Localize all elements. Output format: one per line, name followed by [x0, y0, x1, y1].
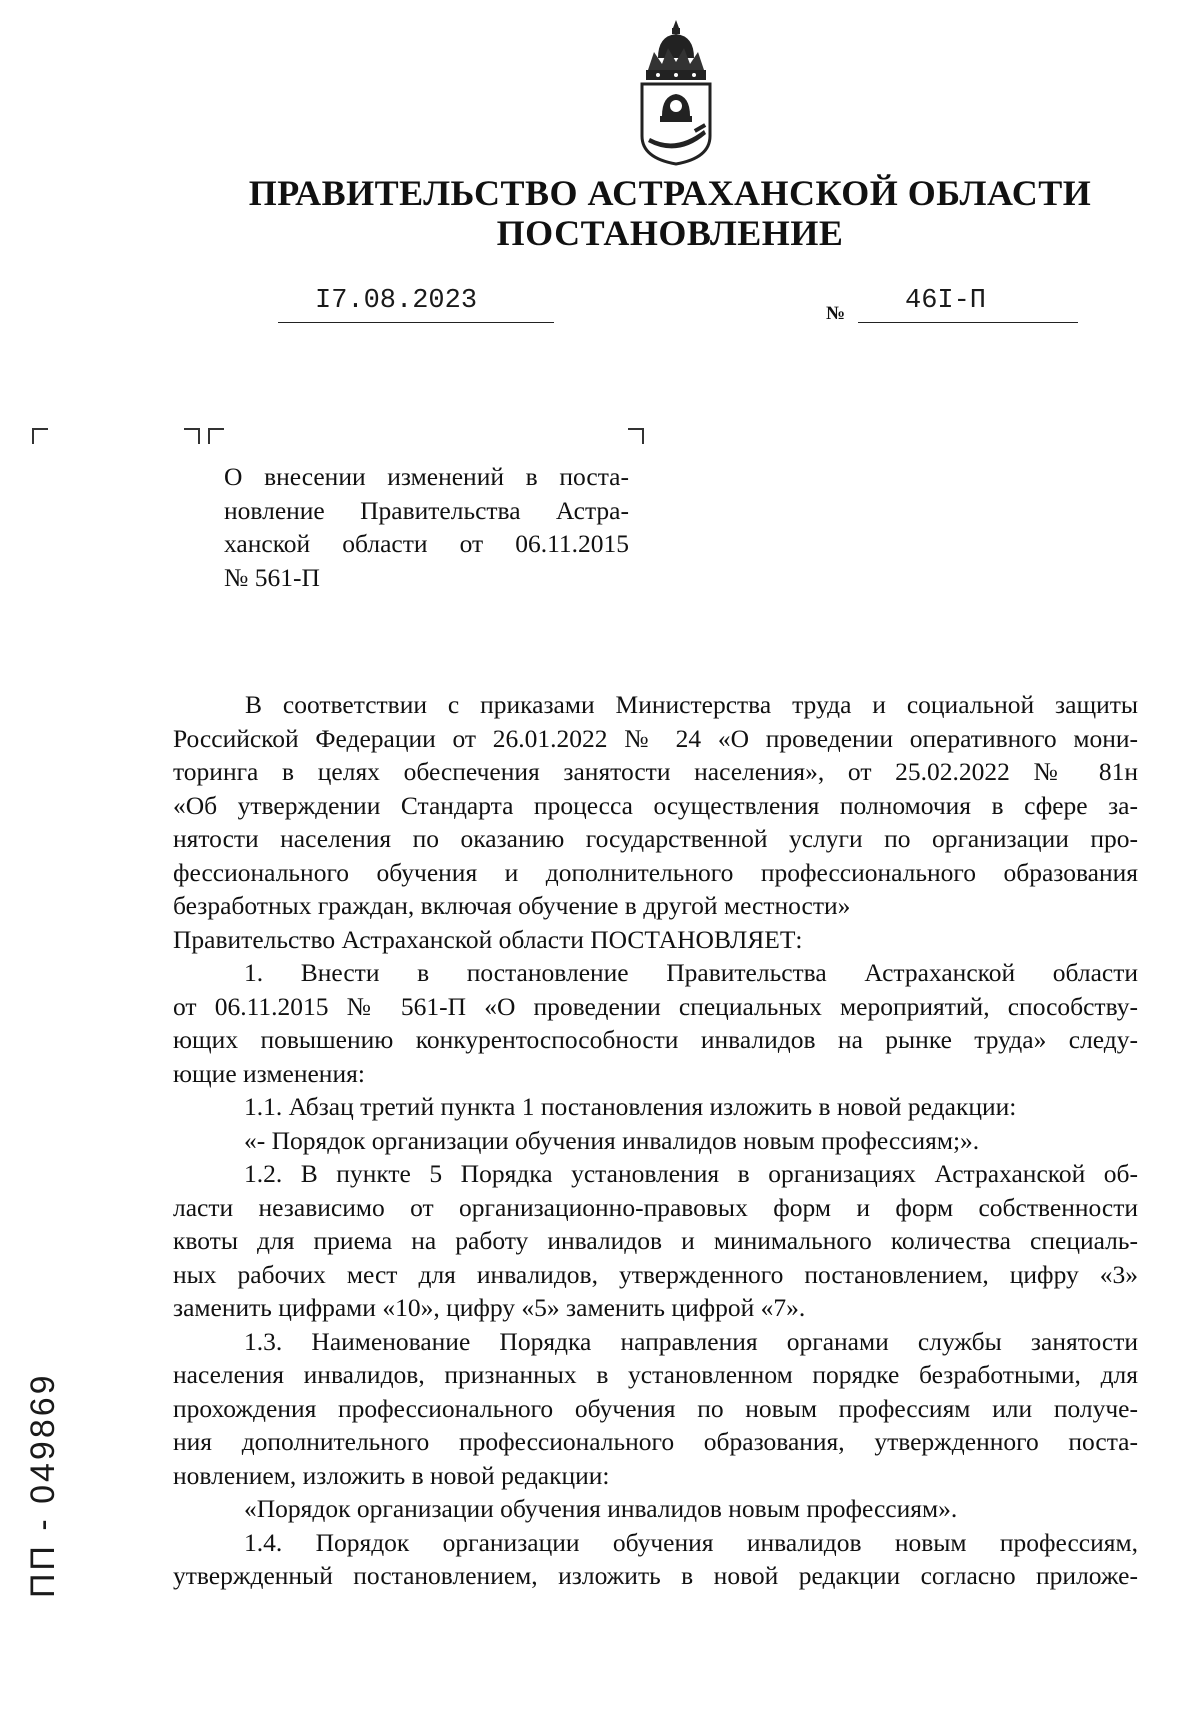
body-line: «Порядок организации обучения инвалидов новым профессиям». [244, 1494, 958, 1523]
body-line: квоты для приема на работу инвалидов и минимального количества специаль- [173, 1226, 1138, 1255]
body-line: «Об утверждении Стандарта процесса осуществления полномочия в сфере за- [173, 790, 1138, 820]
body-line: ющих повышению конкурентоспособности инвалидов на рынке труда» следу- [173, 1025, 1138, 1054]
subject-line: ханской области от 06.11.2015 [224, 529, 629, 558]
body-line: ния дополнительного профессионального образования, утвержденного поста- [173, 1427, 1138, 1456]
body-line: «- Порядок организации обучения инвалидов новым профессиям;». [244, 1125, 980, 1155]
corner-mark-subject-right [628, 428, 644, 444]
body-line: Российской Федерации от 26.01.2022 № 24 «О проведении оперативного мони- [173, 723, 1138, 753]
form-serial-number: ПП - 049869 [24, 1372, 62, 1598]
corner-mark-subject-left-close [184, 428, 200, 444]
body-line: 1.1. Абзац третий пункта 1 постановления изложить в новой редакции: [244, 1092, 1017, 1121]
body-line: новлением, изложить в новой редакции: [173, 1460, 610, 1490]
date-underline [278, 322, 554, 323]
document-body [173, 688, 1138, 1593]
body-line: прохождения профессионального обучения по новым профессиям или получе- [173, 1393, 1138, 1423]
subject-line: № 561-П [224, 562, 320, 592]
document-subject [224, 460, 629, 594]
body-line: ющие изменения: [173, 1058, 365, 1088]
body-line: ных рабочих мест для инвалидов, утвержденного постановлением, цифру «3» [173, 1259, 1138, 1289]
body-line: нятости населения по оказанию государственной услуги по организации про- [173, 824, 1138, 853]
body-line: 1.2. В пункте 5 Порядка установления в организациях Астраханской об- [244, 1159, 1138, 1188]
body-line: ласти независимо от организационно-правовых форм и форм собственности [173, 1192, 1138, 1222]
body-line: заменить цифрами «10», цифру «5» заменить цифрой «7». [173, 1293, 806, 1322]
body-line: 1. Внести в постановление Правительства Астраханской области [244, 958, 1138, 987]
corner-mark-subject-left-open [208, 428, 224, 444]
subject-line: О внесении изменений в поста- [224, 462, 629, 491]
body-line: торинга в целях обеспечения занятости населения», от 25.02.2022 № 81н [173, 757, 1138, 786]
number-sign: № [826, 303, 846, 324]
number-underline [858, 322, 1078, 323]
body-line: безработных граждан, включая обучение в другой местности» [173, 891, 851, 920]
body-line: 1.3. Наименование Порядка направления органами службы занятости [244, 1326, 1138, 1356]
coat-of-arms-icon [628, 18, 724, 166]
header-subtitle: ПОСТАНОВЛЕНИЕ [496, 213, 844, 253]
body-line: 1.4. Порядок организации обучения инвалидов новым профессиям, [244, 1527, 1138, 1557]
body-line: Правительство Астраханской области ПОСТАНОВЛЯЕТ: [173, 924, 803, 954]
body-line: населения инвалидов, признанных в установленном порядке безработными, для [173, 1360, 1138, 1389]
body-line: утвержденный постановлением, изложить в новой редакции согласно приложе- [173, 1561, 1138, 1590]
document-number: 46I-П [905, 286, 987, 316]
header-title: ПРАВИТЕЛЬСТВО АСТРАХАНСКОЙ ОБЛАСТИ [248, 173, 1092, 213]
corner-mark-left [32, 428, 48, 444]
subject-line: новление Правительства Астра- [224, 495, 629, 525]
body-line: В соответствии с приказами Министерства труда и социальной защиты [245, 690, 1138, 719]
body-line: фессионального обучения и дополнительного профессионального образования [173, 857, 1138, 887]
body-line: от 06.11.2015 № 561-П «О проведении специальных мероприятий, способству- [173, 991, 1138, 1021]
document-date: I7.08.2023 [315, 286, 478, 316]
